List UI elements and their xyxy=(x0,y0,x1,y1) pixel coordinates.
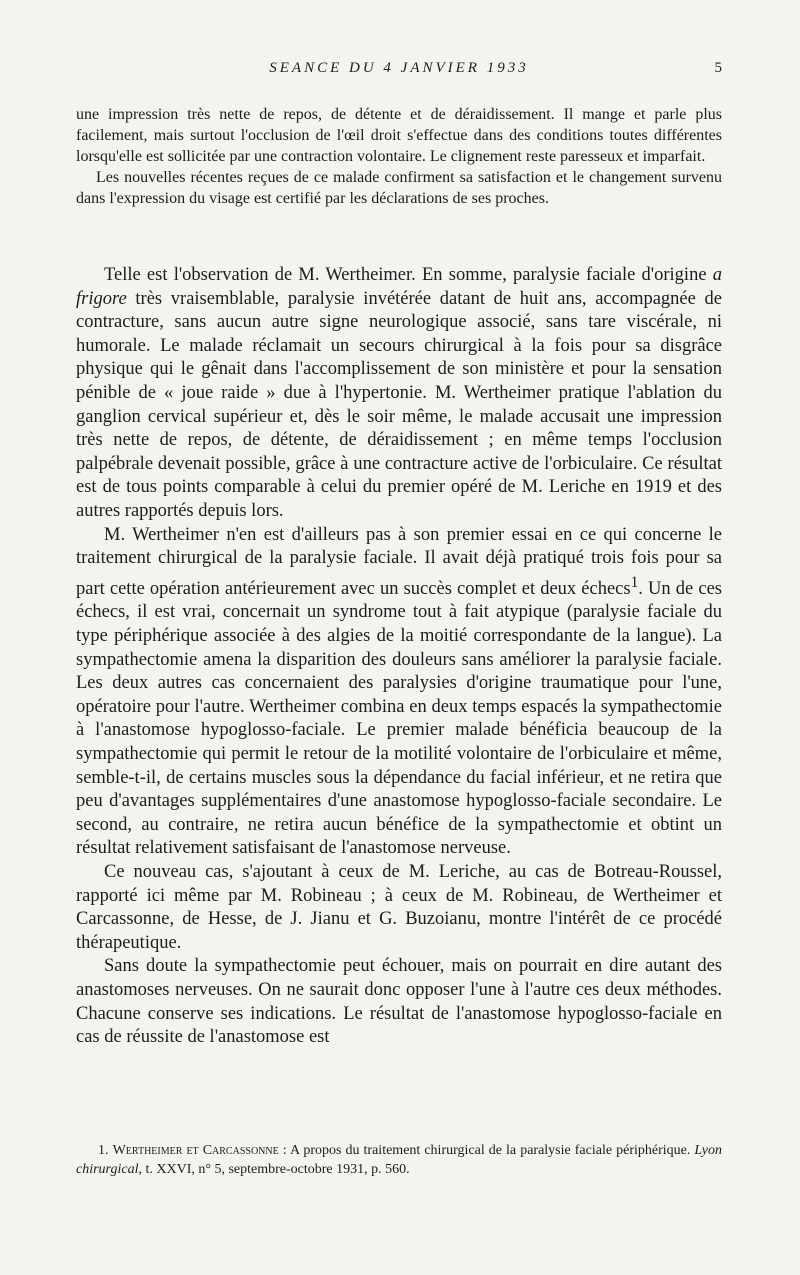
commentary-paragraph-2-text-b: . Un de ces échecs, il est vrai, concernait un syndrome tout à fait atypique (paralysie faciale du type périphérique associée à des algies de la moitié correspondante de la langue). La sympathectomie amena la disparition des douleurs sans améliorer la paralysie faciale. Les deux autres cas concernaient des paralysies d'origine traumatique pour l'une, opératoire pour l'autre. Wertheimer combina en deux temps espacés la sympathectomie à l'anastomose hypoglosso-faciale. Le premier malade bénéficia beaucoup de la sympathectomie qui permit le retour de la motilité volontaire de l'orbiculaire et même, semble-t-il, de certains muscles sous la dépendance du facial inférieur, et ne retira que peu d'avantages supplémentaires d'une anastomose hypoglosso-faciale secondaire. Le second, au contraire, ne retira aucun bénéfice de la sympathectomie et obtint un résultat relativement satisfaisant de l'anastomose nerveuse. xyxy=(76,578,722,859)
observation-end-block xyxy=(76,104,722,209)
footnote xyxy=(76,1141,722,1179)
footnote-authors: Wertheimer et Carcassonne xyxy=(112,1143,279,1158)
running-header xyxy=(76,60,722,82)
commentary-paragraph-3: Ce nouveau cas, s'ajoutant à ceux de M. Leriche, au cas de Botreau-Roussel, rapporté ici même par M. Robineau ; à ceux de M. Robineau, de Wertheimer et Carcassonne, de Hesse, de J. Jianu et G. Buzoianu, montre l'intérêt de ce procédé thérapeutique. xyxy=(76,862,722,953)
footnote-journal: Lyon chirurgical xyxy=(76,1143,723,1177)
commentary-paragraph-1-text-a: Telle est l'observation de M. Wertheimer. En somme, paralysie faciale d'origine xyxy=(104,265,713,285)
footnote-reference: 1 xyxy=(630,573,639,591)
footnote-text-b: , t. XXVI, n° 5, septembre-octobre 1931, p. 560. xyxy=(138,1162,410,1177)
commentary-paragraph-4: Sans doute la sympathectomie peut échouer, mais on pourrait en dire autant des anastomoses nerveuses. On ne saurait donc opposer l'une à l'autre ces deux méthodes. Chacune conserve ses indications. Le résultat de l'anastomose hypoglosso-faciale en cas de réussite de l'anastomose est xyxy=(76,956,722,1048)
footnote-text xyxy=(76,1141,722,1179)
commentary-paragraph-1-text-b: très vraisemblable, paralysie invétérée datant de huit ans, accompagnée de contracture, sans aucun autre signe neurologique associé, sans tare viscérale, ni humorale. Le malade réclamait un secours chirurgical à la fois pour sa disgrâce physique qui le gênait dans l'accomplissement de son ministère et pour la sensation pénible de « joue raide » due à l'hypertonie. M. Wertheimer pratique l'ablation du ganglion cervical supérieur et, dès le soir même, le malade accusait une impression très nette de repos, de détente, de déraidissement ; en même temps l'occlusion palpébrale devenait possible, grâce à une contracture active de l'orbiculaire. Ce résultat est de tous points comparable à celui du premier opéré de M. Leriche en 1919 et des autres rapportés depuis lors. xyxy=(76,288,722,521)
footnote-text-a: : A propos du traitement chirurgical de la paralysie faciale périphérique. xyxy=(278,1143,695,1158)
observation-paragraph-2: Les nouvelles récentes reçues de ce malade confirment sa satisfaction et le changement survenu dans l'expression du visage est certifié par les déclarations de ses proches. xyxy=(76,169,722,207)
commentary-paragraph-2-text-a: M. Wertheimer n'en est d'ailleurs pas à son premier essai en ce qui concerne le traitement chirurgical de la paralysie faciale. Il avait déjà pratiqué trois fois pour sa part cette opération antérieurement avec un succès complet et deux échecs xyxy=(76,524,722,599)
footnote-marker: 1. xyxy=(98,1143,109,1158)
commentary-paragraph-2 xyxy=(76,524,722,861)
commentary-paragraph-1 xyxy=(76,264,722,524)
commentary-block xyxy=(76,264,722,1050)
running-title: SEANCE DU 4 JANVIER 1933 xyxy=(269,60,529,76)
a-frigore-term: a frigore xyxy=(76,265,722,309)
page-number: 5 xyxy=(714,60,722,76)
observation-paragraph-1: une impression très nette de repos, de détente et de déraidissement. Il mange et parle plus facilement, mais surtout l'occlusion de l'œil droit s'effectue dans des conditions toutes différentes lorsqu'elle est sollicitée par une contraction volontaire. Le clignement reste paresseux et imparfait. xyxy=(76,106,722,165)
